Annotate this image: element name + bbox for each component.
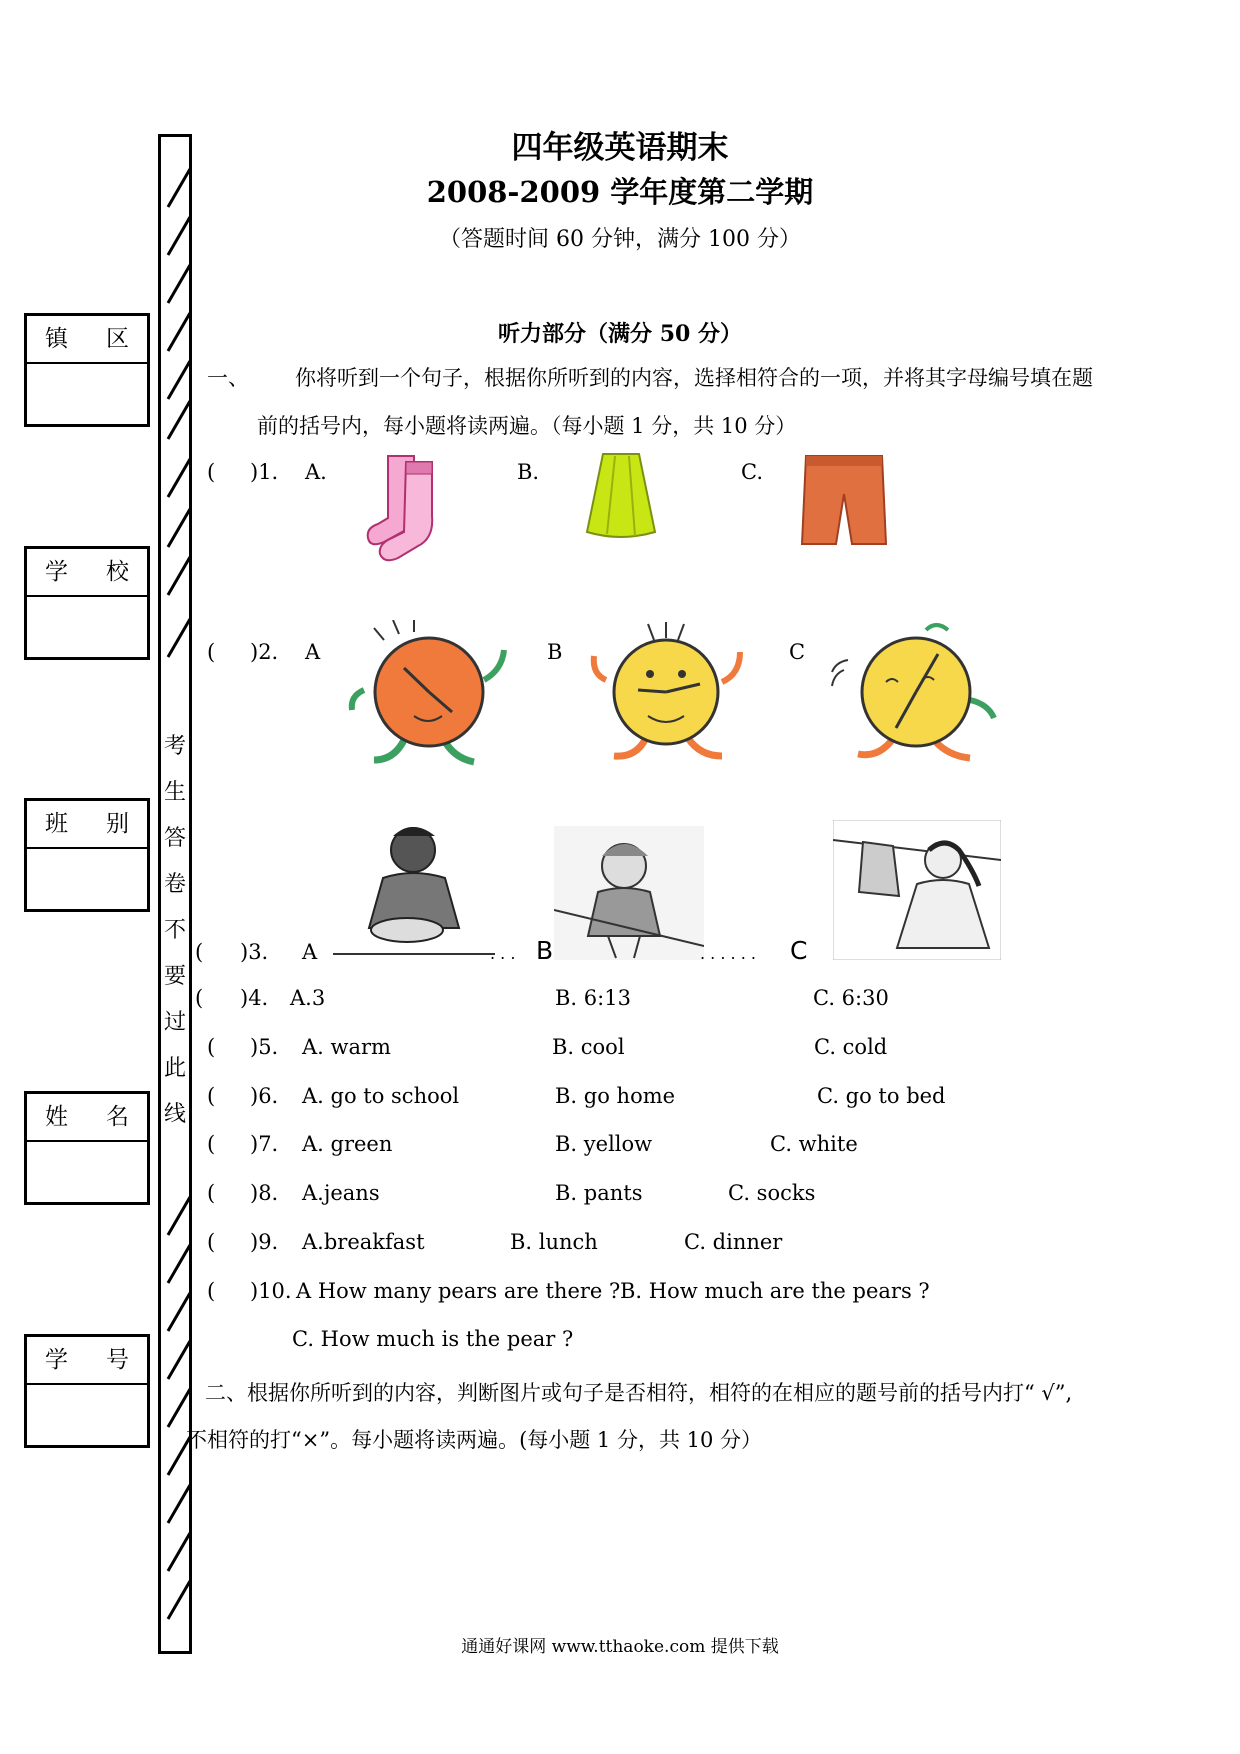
slash-mark — [166, 1243, 192, 1285]
box-label: 校 — [106, 559, 129, 585]
box-label: 别 — [106, 811, 129, 837]
answer-paren[interactable]: ( — [195, 986, 204, 1010]
answer-paren[interactable]: ( — [207, 1279, 216, 1303]
option-a: A.breakfast — [302, 1230, 425, 1254]
box-label: 学 — [45, 559, 68, 585]
exam-title: 四年级英语期末 — [511, 130, 729, 166]
boy-washing-picture — [333, 818, 495, 958]
answer-paren[interactable]: ( — [195, 940, 204, 964]
slash-mark — [166, 555, 192, 597]
option-c-label: C. — [741, 460, 763, 484]
option-a: A.jeans — [302, 1181, 380, 1205]
section-title: 听力部分（满分 50 分） — [498, 321, 742, 347]
vertical-note-char: 要 — [163, 964, 186, 989]
option-c: C. dinner — [684, 1230, 783, 1254]
option-c: C. white — [770, 1132, 858, 1156]
slash-mark — [166, 617, 192, 659]
option-a: A. green — [302, 1132, 393, 1156]
box-label: 镇 — [45, 326, 68, 352]
part2-instruction-line2: 不相符的打“×”。每小题将读两遍。(每小题 1 分，共 10 分） — [186, 1428, 763, 1452]
question-number: )2. — [250, 640, 279, 664]
girl-hanging-clothes-picture — [833, 820, 1001, 960]
option-b: B. go home — [555, 1084, 676, 1108]
option-c: C. 6:30 — [813, 986, 889, 1010]
running-clock-late-picture — [830, 620, 1000, 770]
option-a: A.3 — [290, 986, 326, 1010]
option-a: A. warm — [302, 1035, 391, 1059]
option-a-label: A. — [305, 460, 327, 484]
slash-mark — [166, 215, 192, 257]
answer-paren[interactable]: ( — [207, 460, 216, 484]
question-number: )4. — [240, 986, 269, 1010]
part1-instruction-line1: 你将听到一个句子，根据你所听到的内容，选择相符合的一项，并将其字母编号填在题 — [295, 366, 1093, 390]
option-b-label: B — [536, 936, 554, 965]
option-b: B. 6:13 — [555, 986, 631, 1010]
box-label: 学 — [45, 1347, 68, 1373]
question-number: )3. — [240, 940, 269, 964]
option-b-label: B — [547, 640, 563, 664]
option-a: A. go to school — [302, 1084, 460, 1108]
option-b-label: B. — [517, 460, 540, 484]
footer-text: 通通好课网 www.tthaoke.com 提供下载 — [461, 1637, 779, 1657]
slash-mark — [166, 1531, 192, 1573]
option-b: B. pants — [555, 1181, 643, 1205]
box-label: 号 — [106, 1347, 129, 1373]
vertical-note-char: 过 — [163, 1010, 186, 1035]
slash-mark — [166, 1579, 192, 1621]
question-number: )7. — [250, 1132, 279, 1156]
name-box[interactable] — [24, 1091, 150, 1205]
part1-instruction-line2: 前的括号内，每小题将读两遍。（每小题 1 分，共 10 分） — [257, 414, 797, 438]
vertical-note-char: 答 — [163, 826, 186, 851]
option-b: B. cool — [552, 1035, 625, 1059]
vertical-note-char: 不 — [163, 918, 186, 943]
exam-subtitle: 2008-2009 学年度第二学期 — [426, 175, 814, 209]
part2-instruction-line1: 二、根据你所听到的内容，判断图片或句子是否相符，相符的在相应的题号前的括号内打“ √”, — [205, 1381, 1073, 1405]
school-box[interactable] — [24, 546, 150, 660]
option-b: B. yellow — [555, 1132, 653, 1156]
box-label: 姓 — [45, 1104, 68, 1130]
answer-paren[interactable]: ( — [207, 640, 216, 664]
shorts-picture — [800, 452, 888, 550]
box-label: 名 — [106, 1104, 129, 1130]
vertical-note-char: 线 — [163, 1102, 186, 1127]
option-b: B. How much are the pears ? — [620, 1279, 930, 1303]
option-c-label: C — [790, 936, 808, 965]
time-note: （答题时间 60 分钟，满分 100 分） — [439, 227, 801, 252]
question-number: )6. — [250, 1084, 279, 1108]
option-c: C. go to bed — [817, 1084, 946, 1108]
slash-mark — [166, 1339, 192, 1381]
girl-dancing-picture — [554, 826, 704, 960]
question-number: )8. — [250, 1181, 279, 1205]
socks-picture — [358, 448, 448, 572]
slash-mark — [166, 507, 192, 549]
class-box[interactable] — [24, 798, 150, 912]
option-c: C. How much is the pear ? — [292, 1327, 574, 1351]
answer-paren[interactable]: ( — [207, 1230, 216, 1254]
question-number: )5. — [250, 1035, 279, 1059]
slash-mark — [166, 457, 192, 499]
leader-dots: . . . . . . — [700, 944, 756, 963]
option-b: B. lunch — [510, 1230, 598, 1254]
question-number: )1. — [250, 460, 279, 484]
slash-mark — [166, 1483, 192, 1525]
vertical-note-char: 生 — [163, 780, 186, 805]
slash-mark — [166, 1291, 192, 1333]
slash-mark — [166, 1387, 192, 1429]
leader-dots: . . . — [490, 944, 516, 963]
vertical-note-char: 卷 — [163, 872, 186, 897]
vertical-note-char: 考 — [163, 734, 186, 759]
option-a-label: A — [305, 640, 321, 664]
skirt-picture — [585, 450, 657, 542]
answer-paren[interactable]: ( — [207, 1132, 216, 1156]
answer-paren[interactable]: ( — [207, 1084, 216, 1108]
student-number-box[interactable] — [24, 1334, 150, 1448]
option-c-label: C — [789, 640, 806, 664]
vertical-note-char: 此 — [163, 1056, 186, 1081]
slash-mark — [166, 263, 192, 305]
box-label: 区 — [106, 326, 129, 352]
option-a: A How many pears are there ? — [296, 1279, 621, 1303]
box-label: 班 — [45, 811, 68, 837]
running-clock-orange-picture — [344, 620, 514, 770]
option-a-label: A — [302, 940, 318, 964]
slash-mark — [166, 1195, 192, 1237]
option-c: C. socks — [728, 1181, 816, 1205]
answer-paren[interactable]: ( — [207, 1035, 216, 1059]
part1-number: 一、 — [207, 366, 249, 390]
question-number: )9. — [250, 1230, 279, 1254]
slash-mark — [166, 167, 192, 209]
running-clock-yellow-picture — [588, 620, 748, 770]
option-c: C. cold — [814, 1035, 888, 1059]
answer-paren[interactable]: ( — [207, 1181, 216, 1205]
slash-mark — [166, 359, 192, 401]
slash-mark — [166, 399, 192, 441]
question-number: )10. — [250, 1279, 292, 1303]
